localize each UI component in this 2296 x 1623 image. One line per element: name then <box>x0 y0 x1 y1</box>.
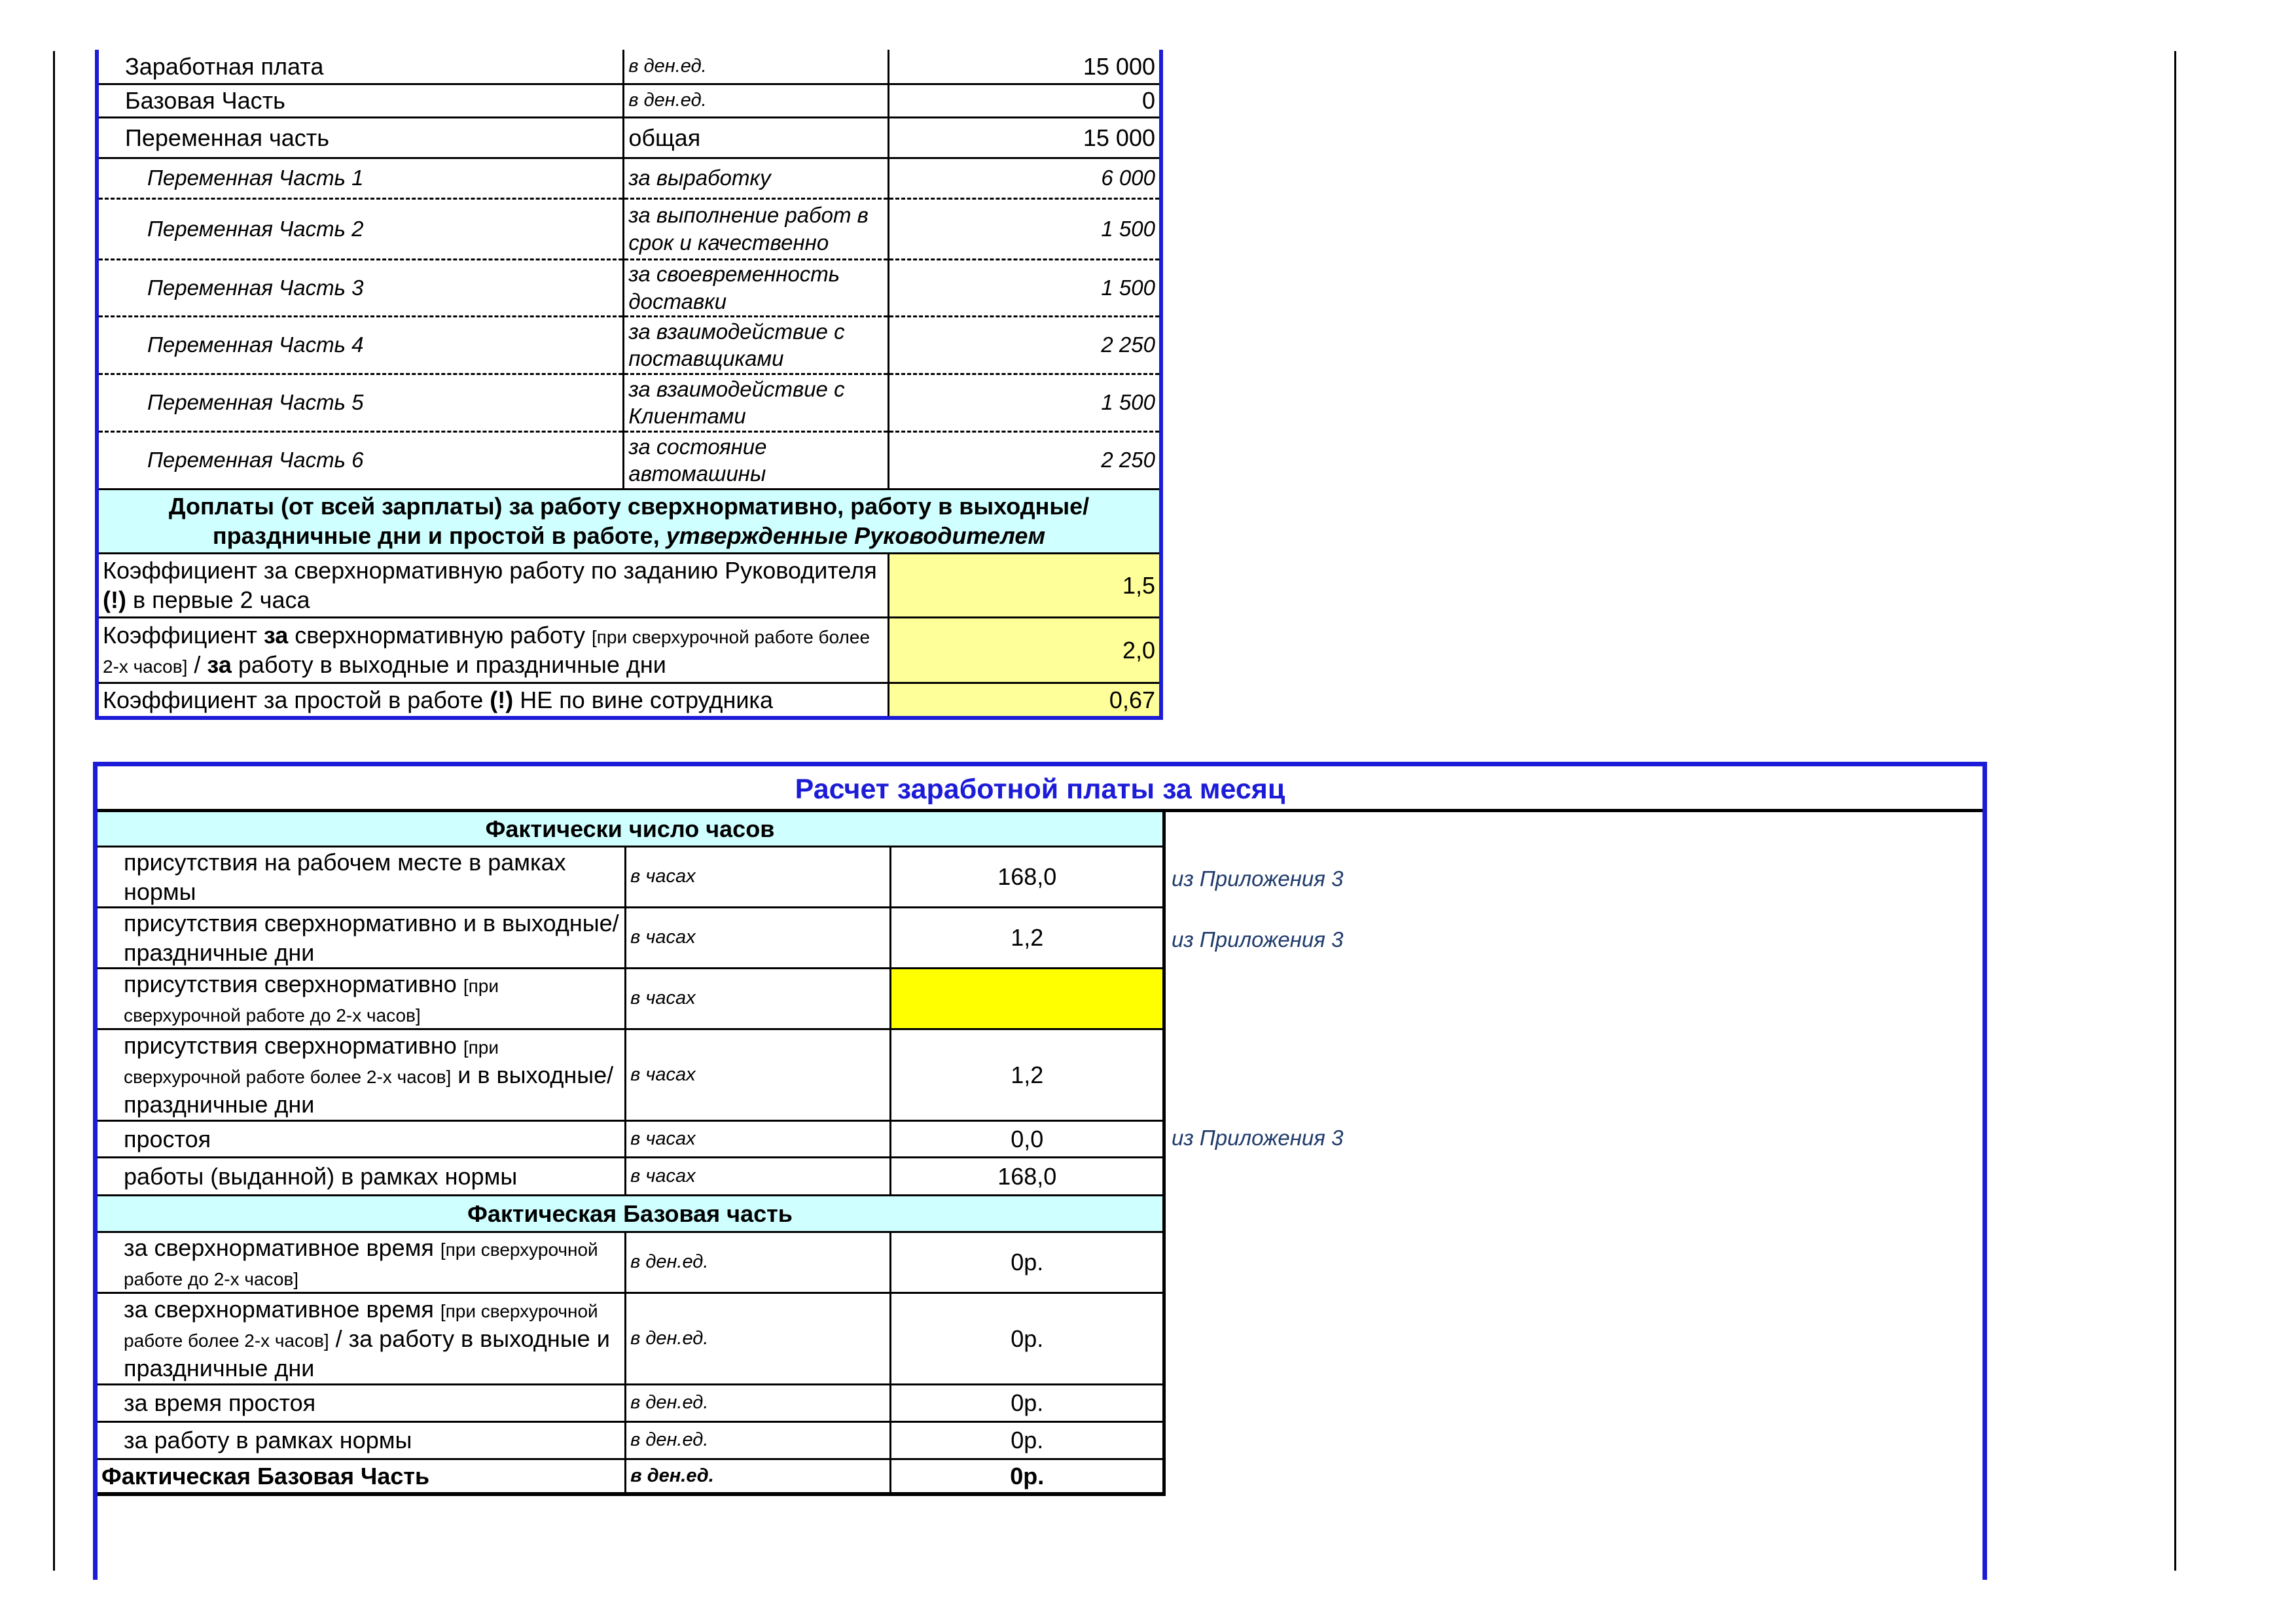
table-row <box>97 316 1161 374</box>
table-row <box>97 431 1161 489</box>
total-value: 0р. <box>1010 1462 1045 1489</box>
hours-value: 168,0 <box>891 1157 1164 1195</box>
hours-value: 1,2 <box>891 907 1164 968</box>
variable-part-label: Переменная Часть 6 <box>97 431 624 489</box>
row-label: Заработная плата <box>97 50 624 84</box>
salary-structure-table <box>95 50 1163 720</box>
table-row <box>97 117 1161 158</box>
table-row <box>97 259 1161 316</box>
base-unit: в ден.ед. <box>626 1232 891 1293</box>
coefficient-value[interactable]: 2,0 <box>888 617 1161 683</box>
table-row <box>97 50 1161 84</box>
hours-unit: в часах <box>626 968 891 1029</box>
table-row <box>97 198 1161 259</box>
row-unit: в ден.ед. <box>624 84 888 117</box>
row-label: Переменная часть <box>97 117 624 158</box>
row-label: Базовая Часть <box>97 84 624 117</box>
base-value: 0р. <box>891 1384 1164 1421</box>
page-border-right <box>2174 51 2176 1571</box>
base-value: 0р. <box>891 1232 1164 1293</box>
table-row <box>97 158 1161 198</box>
base-value: 0р. <box>891 1293 1164 1384</box>
coefficient-value[interactable]: 0,67 <box>888 683 1161 718</box>
variable-part-unit: за взаимодействие с Клиентами <box>624 374 888 431</box>
table-row <box>98 1157 1164 1195</box>
total-label: Фактическая Базовая Часть <box>98 1459 626 1494</box>
table-row <box>98 1120 1164 1157</box>
base-label: за сверхнормативное время [при сверхурочной работе до 2-х часов] <box>98 1232 626 1293</box>
hours-unit: в часах <box>626 1157 891 1195</box>
table-row <box>98 846 1164 907</box>
variable-part-value: 1 500 <box>888 198 1161 259</box>
section-header-row <box>98 812 1164 846</box>
coefficient-label: Коэффициент за сверхнормативную работу по заданию Руководителя (!) в первые 2 часа <box>97 553 888 617</box>
calc-title: Расчет заработной платы за месяц <box>98 766 1982 812</box>
coefficient-row <box>97 553 1161 617</box>
hours-section-header: Фактически число часов <box>98 812 1164 846</box>
total-unit: в ден.ед. <box>626 1459 891 1494</box>
hours-label: присутствия сверхнормативно [при сверхурочной работе более 2-х часов] и в выходные/праздничные дни <box>98 1029 626 1120</box>
variable-part-value: 1 500 <box>888 374 1161 431</box>
source-note: из Приложения 3 <box>1172 1126 1344 1150</box>
coefficient-row <box>97 617 1161 683</box>
variable-part-label: Переменная Часть 2 <box>97 198 624 259</box>
coefficient-label: Коэффициент за простой в работе (!) НЕ по вине сотрудника <box>97 683 888 718</box>
variable-part-label: Переменная Часть 4 <box>97 316 624 374</box>
variable-part-value: 2 250 <box>888 316 1161 374</box>
coefficient-value[interactable]: 1,5 <box>888 553 1161 617</box>
source-note: из Приложения 3 <box>1172 866 1344 891</box>
variable-part-unit: за взаимодействие с поставщиками <box>624 316 888 374</box>
table-row <box>97 84 1161 117</box>
page-border-left <box>53 51 55 1571</box>
base-unit: в ден.ед. <box>626 1421 891 1459</box>
row-value: 0 <box>888 84 1161 117</box>
coefficient-row <box>97 683 1161 718</box>
table-row <box>97 374 1161 431</box>
hours-label: простоя <box>98 1120 626 1157</box>
variable-part-unit: за состояние автомашины <box>624 431 888 489</box>
coefficient-label: Коэффициент за сверхнормативную работу [при сверхурочной работе более 2-х часов] / за работу в выходные и праздничные дни <box>97 617 888 683</box>
hours-label: работы (выданной) в рамках нормы <box>98 1157 626 1195</box>
variable-part-unit: за выполнение работ в срок и качественно <box>624 198 888 259</box>
surcharges-header: Доплаты (от всей зарплаты) за работу сверхнормативно, работу в выходные/праздничные дни и простой в работе, утвержденные Руководителем <box>97 489 1161 553</box>
variable-part-value: 6 000 <box>888 158 1161 198</box>
hours-value: 1,2 <box>891 1029 1164 1120</box>
table-row <box>98 1421 1164 1459</box>
base-value: 0р. <box>891 1421 1164 1459</box>
base-label: за сверхнормативное время [при сверхурочной работе более 2-х часов] / за работу в выходные и праздничные дни <box>98 1293 626 1384</box>
hours-unit: в часах <box>626 846 891 907</box>
total-row <box>98 1459 1164 1494</box>
hours-unit: в часах <box>626 1029 891 1120</box>
table-row <box>98 1029 1164 1120</box>
hours-label: присутствия на рабочем месте в рамках нормы <box>98 846 626 907</box>
row-unit: в ден.ед. <box>624 50 888 84</box>
row-unit: общая <box>624 117 888 158</box>
variable-part-unit: за своевременность доставки <box>624 259 888 316</box>
source-note: из Приложения 3 <box>1172 927 1344 952</box>
table-row <box>98 1293 1164 1384</box>
base-section-header: Фактическая Базовая часть <box>98 1195 1164 1232</box>
row-value: 15 000 <box>888 50 1161 84</box>
hours-value: 168,0 <box>891 846 1164 907</box>
variable-part-value: 1 500 <box>888 259 1161 316</box>
table-row <box>98 1384 1164 1421</box>
hours-value: 0,0 <box>891 1120 1164 1157</box>
hours-unit: в часах <box>626 1120 891 1157</box>
section-header-row <box>98 1195 1164 1232</box>
variable-part-label: Переменная Часть 3 <box>97 259 624 316</box>
monthly-calc-table <box>98 812 1166 1496</box>
table-row <box>98 1232 1164 1293</box>
table-row <box>98 907 1164 968</box>
variable-part-value: 2 250 <box>888 431 1161 489</box>
hours-label: присутствия сверхнормативно [при сверхурочной работе до 2-х часов] <box>98 968 626 1029</box>
hours-unit: в часах <box>626 907 891 968</box>
base-unit: в ден.ед. <box>626 1384 891 1421</box>
base-label: за работу в рамках нормы <box>98 1421 626 1459</box>
surcharges-header-row <box>97 489 1161 553</box>
hours-input-cell[interactable] <box>891 968 1164 1029</box>
row-value: 15 000 <box>888 117 1161 158</box>
table-row <box>98 968 1164 1029</box>
hours-label: присутствия сверхнормативно и в выходные/праздничные дни <box>98 907 626 968</box>
variable-part-label: Переменная Часть 1 <box>97 158 624 198</box>
base-label: за время простоя <box>98 1384 626 1421</box>
variable-part-label: Переменная Часть 5 <box>97 374 624 431</box>
base-unit: в ден.ед. <box>626 1293 891 1384</box>
variable-part-unit: за выработку <box>624 158 888 198</box>
